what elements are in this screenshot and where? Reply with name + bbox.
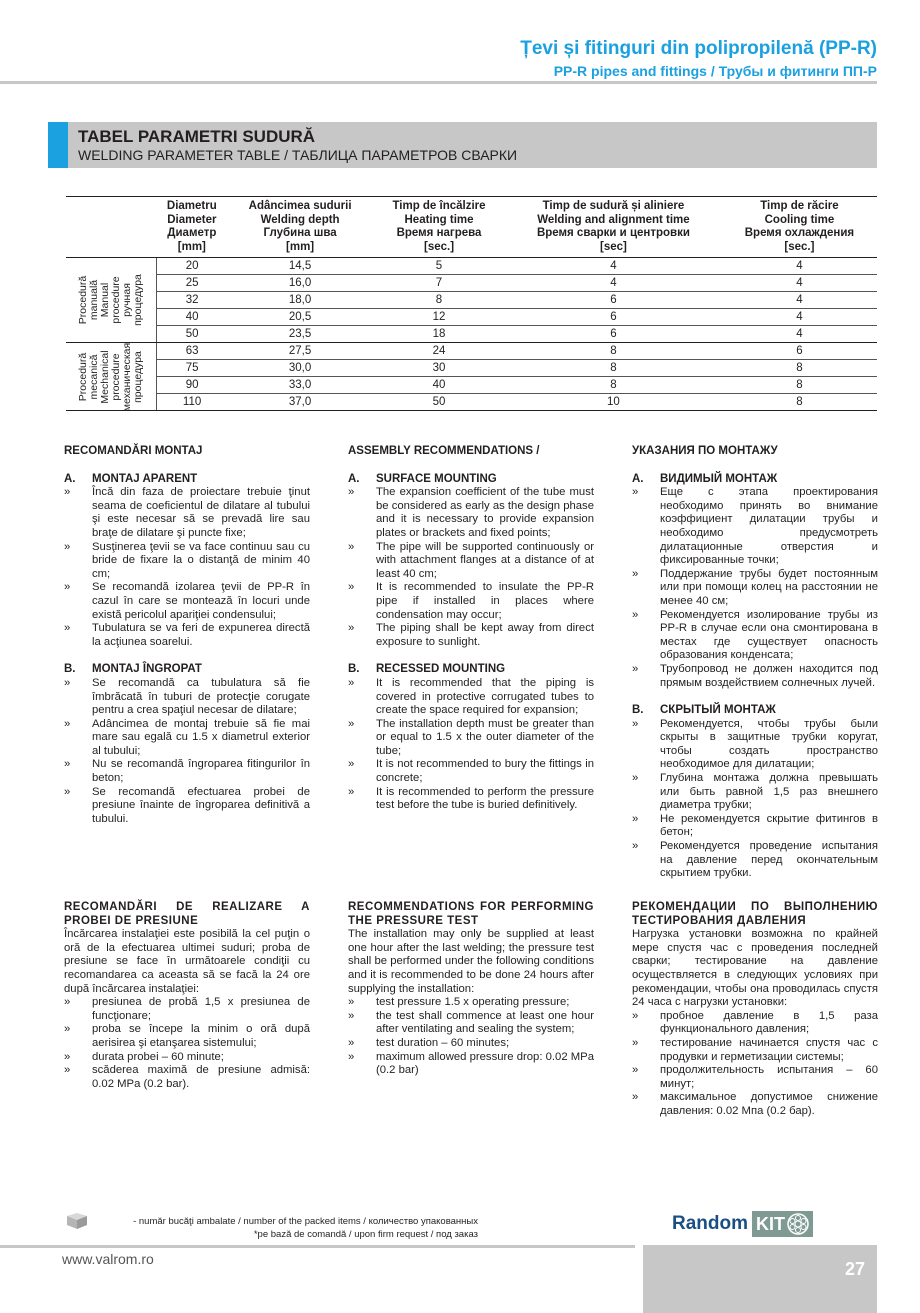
table-cell: 7 xyxy=(373,275,505,292)
bullet-text: Se recomandă ca tubulatura să fie îmbrăcată în tuburi de protecţie corugate pentru a crea spaţiul necesar de dilatare; xyxy=(92,676,310,717)
procedure-label-line: mecanică xyxy=(88,354,100,399)
bullet-marker: » xyxy=(632,1009,639,1022)
bullet-text: Nu se recomandă îngroparea fitingurilor în beton; xyxy=(92,758,310,785)
column-header-line: Cooling time xyxy=(764,213,835,226)
bullet-marker: » xyxy=(348,581,355,594)
column-header-line: Диаметр xyxy=(167,227,217,239)
mounting-section-title xyxy=(632,704,878,718)
bullet-item xyxy=(348,541,594,582)
bullet-item xyxy=(64,486,310,540)
bullet-item xyxy=(348,718,594,759)
bullet-text: It is recommended to insulate the PP-R pipe if installed in places where condensation may occur; xyxy=(376,581,594,621)
bullet-item xyxy=(632,813,878,840)
document-title: Țevi și fitinguri din polipropilenă (PP-R) xyxy=(520,38,877,59)
bullet-marker: » xyxy=(64,785,71,798)
procedure-label-line: процедура xyxy=(132,350,144,403)
bullet-item xyxy=(632,1064,878,1091)
column-header-line: Timp de încălzire xyxy=(392,200,486,212)
bullet-marker: » xyxy=(632,1064,639,1077)
document-subtitle: PP-R pipes and fittings / Трубы и фитинги ПП-Р xyxy=(553,63,877,79)
table-cell: 8 xyxy=(722,394,877,411)
column-header-line: Время охлаждения xyxy=(744,227,855,239)
table-row xyxy=(66,309,877,326)
page-number: 27 xyxy=(844,1259,865,1279)
mounting-section xyxy=(348,473,594,650)
section-letter: A. xyxy=(348,472,360,485)
table-cell: 8 xyxy=(505,377,722,394)
procedure-label-line: Procedură xyxy=(77,275,89,325)
page-number-box xyxy=(643,1245,877,1313)
bullet-item xyxy=(64,786,310,827)
bullet-marker: » xyxy=(632,772,639,785)
bullet-marker: » xyxy=(64,1023,71,1036)
bullet-item xyxy=(348,486,594,540)
table-cell: 18 xyxy=(373,326,505,343)
column-header-line: Timp de răcire xyxy=(760,200,839,212)
bullet-item xyxy=(348,1037,594,1051)
bullet-text: It is recommended to perform the pressure test before the tube is buried definitively. xyxy=(376,785,594,812)
bullet-marker: » xyxy=(348,486,355,499)
bullet-marker: » xyxy=(348,785,355,798)
procedure-label-line: procedure xyxy=(110,276,122,324)
table-cell: 40 xyxy=(373,377,505,394)
bullet-text: durata probei – 60 minute; xyxy=(92,1050,224,1063)
table-cell: 33,0 xyxy=(227,377,373,394)
bullet-text: Tubulatura se va feri de expunerea directă la acţiunea soarelui. xyxy=(92,622,310,648)
mounting-section xyxy=(64,473,310,650)
table-cell: 6 xyxy=(505,292,722,309)
section-letter: A. xyxy=(632,472,644,485)
table-cell: 8 xyxy=(505,360,722,377)
column-header xyxy=(157,197,228,258)
procedure-label-line: Manual xyxy=(99,282,111,318)
bullet-item xyxy=(348,1010,594,1037)
table-row xyxy=(66,292,877,309)
section-letter: B. xyxy=(64,663,76,676)
table-cell: 30,0 xyxy=(227,360,373,377)
column-header-line: Welding depth xyxy=(260,213,340,226)
procedure-label-line: procedure xyxy=(110,352,122,401)
table-row xyxy=(66,377,877,394)
bullet-marker: » xyxy=(348,758,355,771)
table-row xyxy=(66,258,877,275)
bullet-text: Se recomandă efectuarea probei de presiune înainte de îngroparea definitivă a tubului. xyxy=(92,785,310,825)
table-row xyxy=(66,326,877,343)
bullet-item xyxy=(632,1010,878,1037)
column-header-line: Timp de sudură și aliniere xyxy=(542,200,685,212)
procedure-label-line: механическая xyxy=(121,342,133,411)
table-cell: 25 xyxy=(157,275,228,292)
bullet-text: test duration – 60 minutes; xyxy=(376,1036,510,1049)
bullet-marker: » xyxy=(348,1050,355,1063)
pipe-bundle-icon xyxy=(787,1213,809,1235)
table-cell: 6 xyxy=(505,309,722,326)
bullet-marker: » xyxy=(64,758,71,771)
table-cell: 8 xyxy=(722,377,877,394)
bullet-item xyxy=(64,1064,310,1091)
mounting-section-title xyxy=(348,663,594,677)
table-cell: 4 xyxy=(722,292,877,309)
table-cell: 12 xyxy=(373,309,505,326)
table-cell: 75 xyxy=(157,360,228,377)
bullet-text: Глубина монтажа должна превышать или быть равной 1,5 раз внешнего диаметра трубки; xyxy=(660,772,878,812)
bullet-marker: » xyxy=(64,540,71,553)
bullet-text: Susţinerea ţevii se va face continuu sau cu bride de fixare la o distanţă de minim 40 cm; xyxy=(92,540,310,580)
pressure-intro: The installation may only be supplied at least one hour after the last welding; the pressure test shall be performed under the following conditions and it is recommended to be done 24 hours after supplying the installation: xyxy=(348,928,594,995)
bullet-text: scăderea maximă de presiune admisă: 0.02 MPa (0.2 bar). xyxy=(92,1064,310,1090)
assembly-column-ru xyxy=(632,445,878,895)
mounting-section-title xyxy=(348,473,594,487)
header-divider xyxy=(0,81,877,84)
bullet-text: presiunea de probă 1,5 x presiunea de funcţionare; xyxy=(92,996,310,1022)
bullet-marker: » xyxy=(632,608,639,621)
pressure-heading: RECOMMENDATIONS FOR PERFORMING THE PRESSURE TEST xyxy=(348,901,594,927)
procedure-label-line: Mechanical xyxy=(99,349,111,404)
section-subtitle: WELDING PARAMETER TABLE / ТАБЛИЦА ПАРАМЕТРОВ СВАРКИ xyxy=(78,147,518,163)
table-cell: 50 xyxy=(157,326,228,343)
website-link[interactable]: www.valrom.ro xyxy=(62,1251,154,1267)
table-cell: 14,5 xyxy=(227,258,373,275)
bullet-item xyxy=(64,677,310,718)
bullet-text: The expansion coefficient of the tube must be considered as early as the design phase and it is necessary to provide expansion plates or brackets and fixed points; xyxy=(376,486,594,539)
section-title-text: СКРЫТЫЙ МОНТАЖ xyxy=(660,704,776,717)
bullet-text: the test shall commence at least one hour after ventilating and sealing the system; xyxy=(376,1009,594,1036)
bullet-item xyxy=(64,996,310,1023)
section-title-text: MONTAJ APARENT xyxy=(92,472,198,485)
pressure-heading: RECOMANDĂRI DE REALIZARE A PROBEI DE PRESIUNE xyxy=(64,901,310,927)
section-title-text: ВИДИМЫЙ МОНТАЖ xyxy=(660,472,778,485)
bullet-text: максимальное допустимое снижение давления: 0.02 Мпа (0.2 бар). xyxy=(660,1091,878,1117)
bullet-text: The installation depth must be greater than or equal to 1.5 x the outer diameter of the tube; xyxy=(376,717,594,757)
bullet-item xyxy=(632,840,878,881)
bullet-marker: » xyxy=(64,676,71,689)
table-cell: 32 xyxy=(157,292,228,309)
pressure-heading: РЕКОМЕНДАЦИИ ПО ВЫПОЛНЕНИЮ ТЕСТИРОВАНИЯ ДАВЛЕНИЯ xyxy=(632,901,878,927)
procedure-group-label xyxy=(66,258,157,343)
table-cell: 23,5 xyxy=(227,326,373,343)
section-title-text: MONTAJ ÎNGROPAT xyxy=(92,663,202,676)
section-title: TABEL PARAMETRI SUDURĂ xyxy=(78,127,316,146)
bullet-item xyxy=(348,996,594,1010)
bullet-marker: » xyxy=(64,622,71,635)
procedure-label-line: процедура xyxy=(132,274,144,326)
column-header xyxy=(373,197,505,258)
bullet-item xyxy=(632,609,878,663)
table-cell: 37,0 xyxy=(227,394,373,411)
procedure-label-line: ручная xyxy=(121,283,133,317)
assembly-column-ro xyxy=(64,445,310,840)
table-cell: 4 xyxy=(722,275,877,292)
section-letter: B. xyxy=(348,663,360,676)
table-cell: 8 xyxy=(505,343,722,360)
procedure-label-line: manuală xyxy=(88,279,100,321)
assembly-heading: ASSEMBLY RECOMMENDATIONS / xyxy=(348,445,540,457)
column-header xyxy=(505,197,722,258)
bullet-item xyxy=(348,677,594,718)
bullet-item xyxy=(632,486,878,568)
assembly-heading: RECOMANDĂRI MONTAJ xyxy=(64,445,203,457)
bullet-item xyxy=(64,758,310,785)
bullet-item xyxy=(632,718,878,772)
accent-tab xyxy=(48,122,68,168)
bullet-text: продолжительность испытания – 60 минут; xyxy=(660,1064,878,1090)
bullet-item xyxy=(348,581,594,622)
random-kit-logo xyxy=(672,1208,813,1240)
bullet-marker: » xyxy=(632,812,639,825)
mounting-section-title xyxy=(64,663,310,677)
bullet-text: тестирование начинается спустя час с продувки и герметизации системы; xyxy=(660,1036,878,1063)
bullet-text: Încă din faza de proiectare trebuie ţinut seama de coeficientul de dilatare al tubului şi este necesar să se prevadă lire sau braţe de dilatare şi puncte fixe; xyxy=(92,486,310,539)
procedure-label-text xyxy=(78,274,144,326)
pressure-column-ru xyxy=(632,901,878,1119)
column-header-line: [sec] xyxy=(600,240,627,253)
bullet-item xyxy=(632,1091,878,1118)
bullet-marker: » xyxy=(64,581,71,594)
legend-packed-items: - număr bucăţi ambalate / number of the packed items / количество упакованных xyxy=(133,1216,478,1227)
mounting-section xyxy=(632,704,878,881)
bullet-item xyxy=(632,1037,878,1064)
bullet-text: Рекомендуется проведение испытания на давление перед окончательным скрытием трубки. xyxy=(660,840,878,880)
bullet-marker: » xyxy=(632,1036,639,1049)
bullet-item xyxy=(348,786,594,813)
column-header xyxy=(722,197,877,258)
bullet-text: It is not recommended to bury the fittings in concrete; xyxy=(376,758,594,785)
bullet-marker: » xyxy=(348,676,355,689)
pressure-column-en xyxy=(348,901,594,1078)
bullet-marker: » xyxy=(348,1009,355,1022)
bullet-text: Не рекомендуется скрытие фитингов в бетон; xyxy=(660,812,878,839)
column-header-line: Diametru xyxy=(166,200,217,212)
table-cell: 63 xyxy=(157,343,228,360)
table-row xyxy=(66,275,877,292)
table-row xyxy=(66,394,877,411)
table-cell: 10 xyxy=(505,394,722,411)
table-cell: 18,0 xyxy=(227,292,373,309)
assembly-column-en xyxy=(348,445,594,827)
bullet-text: Se recomandă izolarea ţevii de PP-R în cazul în care se montează în locuri unde există pericolul apariţiei condensului; xyxy=(92,581,310,621)
bullet-item xyxy=(64,1051,310,1065)
column-header-line: [mm] xyxy=(286,240,315,253)
bullet-item xyxy=(348,758,594,785)
section-letter: B. xyxy=(632,704,644,717)
column-header-line: Глубина шва xyxy=(263,227,337,239)
pressure-intro: Încărcarea instalaţiei este posibilă la cel puţin o oră de la efectuarea ultimei suduri; proba de presiune se face în următoarele condiţii cu recomandarea ca aceasta să se facă la 24 ore după încărcarea instalaţiei: xyxy=(64,928,310,995)
table-cell: 24 xyxy=(373,343,505,360)
section-letter: A. xyxy=(64,472,76,485)
table-cell: 4 xyxy=(722,326,877,343)
bullet-marker: » xyxy=(64,996,71,1009)
procedure-label-text xyxy=(78,342,144,410)
column-header-line: [sec.] xyxy=(784,240,815,253)
table-cell: 4 xyxy=(505,275,722,292)
table-cell: 8 xyxy=(373,292,505,309)
table-cell: 20 xyxy=(157,258,228,275)
bullet-text: Еще с этапа проектирования необходимо принять во внимание коэффициент дилатации трубы и необходимо предусмотреть дилатационные отверстия и фиксированные точки; xyxy=(660,486,878,567)
bullet-marker: » xyxy=(348,1036,355,1049)
bullet-marker: » xyxy=(632,486,639,499)
column-header-line: [sec.] xyxy=(423,240,455,253)
mounting-section xyxy=(348,663,594,813)
bullet-marker: » xyxy=(632,567,639,580)
table-cell: 4 xyxy=(505,258,722,275)
bullet-marker: » xyxy=(64,1050,71,1063)
bullet-text: пробное давление в 1,5 раза функционального давления; xyxy=(660,1009,878,1036)
table-cell: 30 xyxy=(373,360,505,377)
table-cell: 8 xyxy=(722,360,877,377)
logo-kit: KIT xyxy=(752,1211,813,1237)
bullet-text: Рекомендуется, чтобы трубы были скрыты в защитные трубки коругат, чтобы создать пространство необходимое для дилатации; xyxy=(660,717,878,771)
pressure-intro: Нагрузка установки возможна по крайней мере спустя час с проведения последней сварки; тестирование на давление осуществляется в следующих условиях при рекомендации, чтобы она проводилась спустя 24 часа с нагрузки установки: xyxy=(632,928,878,1009)
mounting-section-title xyxy=(632,473,878,487)
packed-box-icon xyxy=(65,1212,89,1230)
legend-on-request: *pe bază de comandă / upon firm request / под заказ xyxy=(253,1229,478,1240)
bullet-item xyxy=(348,1051,594,1078)
table-cell: 6 xyxy=(505,326,722,343)
bullet-text: The pipe will be supported continuously or with attachment flanges at a distance of at least 40 cm; xyxy=(376,540,594,580)
bullet-marker: » xyxy=(632,840,639,853)
bullet-text: test pressure 1.5 x operating pressure; xyxy=(376,996,570,1009)
table-header-row xyxy=(66,197,877,258)
bullet-text: The piping shall be kept away from direct exposure to sunlight. xyxy=(376,622,594,648)
section-title-bar xyxy=(48,122,877,168)
procedure-label-line: Procedură xyxy=(77,352,89,401)
table-cell: 50 xyxy=(373,394,505,411)
bullet-marker: » xyxy=(64,486,71,499)
bullet-marker: » xyxy=(348,996,355,1009)
header-blank xyxy=(66,197,157,258)
procedure-group-label xyxy=(66,343,157,411)
table-cell: 20,5 xyxy=(227,309,373,326)
table-cell: 6 xyxy=(722,343,877,360)
column-header-line: Welding and alignment time xyxy=(537,213,690,226)
bullet-item xyxy=(64,622,310,649)
table-row xyxy=(66,360,877,377)
table-row xyxy=(66,343,877,360)
bullet-item xyxy=(632,772,878,813)
bullet-text: proba se începe la minim o oră după aerisirea şi etanşarea sistemului; xyxy=(92,1023,310,1049)
section-title-text: RECESSED MOUNTING xyxy=(376,663,506,676)
bullet-marker: » xyxy=(348,540,355,553)
bullet-text: Поддержание трубы будет постоянным или при помощи колец на расстоянии не менее 40 см; xyxy=(660,567,878,607)
bullet-text: Трубопровод не должен находится под прямым воздействием солнечных лучей. xyxy=(660,662,878,689)
bullet-item xyxy=(64,718,310,759)
bullet-marker: » xyxy=(64,717,71,730)
mounting-section xyxy=(632,473,878,691)
footer-divider xyxy=(0,1245,635,1248)
bullet-item xyxy=(64,541,310,582)
column-header xyxy=(227,197,373,258)
welding-parameter-table xyxy=(66,196,877,411)
table-cell: 5 xyxy=(373,258,505,275)
mounting-section-title xyxy=(64,473,310,487)
bullet-marker: » xyxy=(632,662,639,675)
bullet-item xyxy=(64,581,310,622)
column-header-line: Diameter xyxy=(167,213,217,226)
logo-random: Random xyxy=(672,1213,748,1234)
bullet-text: It is recommended that the piping is covered in protective corrugated tubes to create the space required for expansion; xyxy=(376,676,594,717)
bullet-marker: » xyxy=(348,717,355,730)
table-cell: 4 xyxy=(722,258,877,275)
section-title-text: SURFACE MOUNTING xyxy=(376,472,497,485)
table-cell: 27,5 xyxy=(227,343,373,360)
bullet-item xyxy=(632,568,878,609)
bullet-marker: » xyxy=(348,622,355,635)
bullet-text: Adâncimea de montaj trebuie să fie mai mare sau egală cu 1.5 x diametrul exterior al tubului; xyxy=(92,717,310,757)
column-header-line: Adâncimea sudurii xyxy=(248,200,352,212)
bullet-item xyxy=(348,622,594,649)
table-cell: 110 xyxy=(157,394,228,411)
bullet-text: maximum allowed pressure drop: 0.02 MPa (0.2 bar) xyxy=(376,1050,594,1077)
bullet-item xyxy=(64,1023,310,1050)
mounting-section xyxy=(64,663,310,826)
assembly-heading: УКАЗАНИЯ ПО МОНТАЖУ xyxy=(632,445,778,457)
table-cell: 90 xyxy=(157,377,228,394)
column-header-line: Время нагрева xyxy=(396,227,482,239)
column-header-line: [mm] xyxy=(177,240,206,253)
table-cell: 4 xyxy=(722,309,877,326)
table-cell: 16,0 xyxy=(227,275,373,292)
table-cell: 40 xyxy=(157,309,228,326)
bullet-marker: » xyxy=(64,1064,71,1077)
bullet-item xyxy=(632,663,878,690)
column-header-line: Heating time xyxy=(404,213,474,226)
bullet-marker: » xyxy=(632,1091,639,1104)
pressure-column-ro xyxy=(64,901,310,1091)
bullet-marker: » xyxy=(632,717,639,730)
column-header-line: Время сварки и центровки xyxy=(536,227,690,239)
bullet-text: Рекомендуется изолирование трубы из PP-R в случае если она смонтирована в местах где существует опасность образования конденсата; xyxy=(660,608,878,662)
